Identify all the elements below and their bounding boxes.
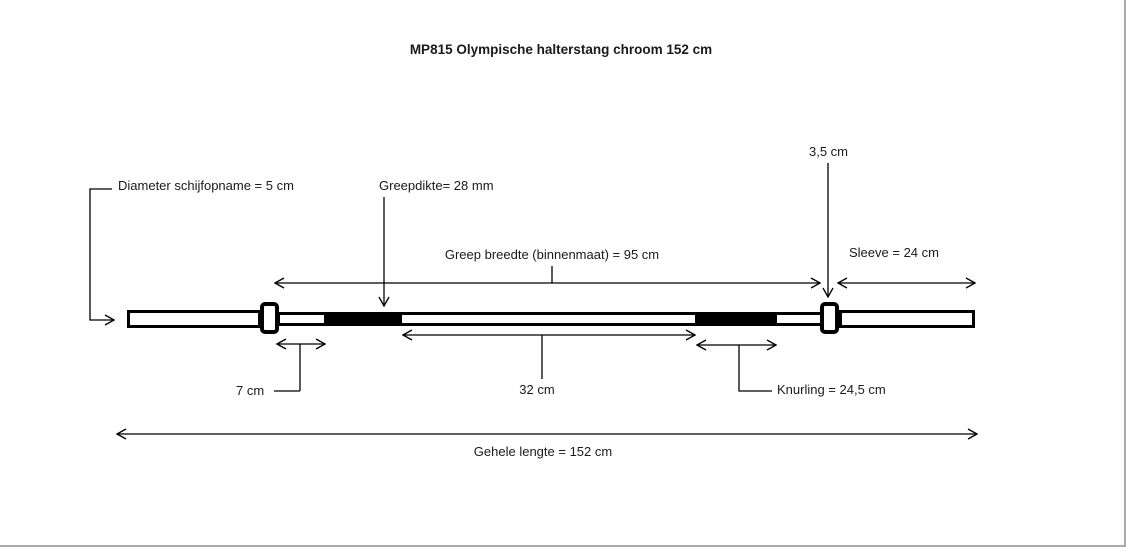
center-section-label: 32 cm	[519, 382, 555, 397]
total-length-label: Gehele lengte = 152 cm	[473, 444, 613, 459]
diameter-label: Diameter schijfopname = 5 cm	[118, 178, 294, 193]
grip-width-label: Greep breedte (binnenmaat) = 95 cm	[444, 247, 660, 262]
grip-thickness-label: Greepdikte= 28 mm	[379, 178, 494, 193]
page-title: MP815 Olympische halterstang chroom 152 cm	[409, 42, 713, 57]
sleeve-label: Sleeve = 24 cm	[849, 245, 939, 260]
collar-width-label: 3,5 cm	[809, 144, 849, 159]
knurling-label: Knurling = 24,5 cm	[777, 382, 886, 397]
diameter-leader-line	[90, 189, 114, 320]
knurling-leader	[739, 345, 772, 391]
seven-cm-label: 7 cm	[236, 383, 265, 398]
seven-cm-leader	[274, 344, 300, 391]
